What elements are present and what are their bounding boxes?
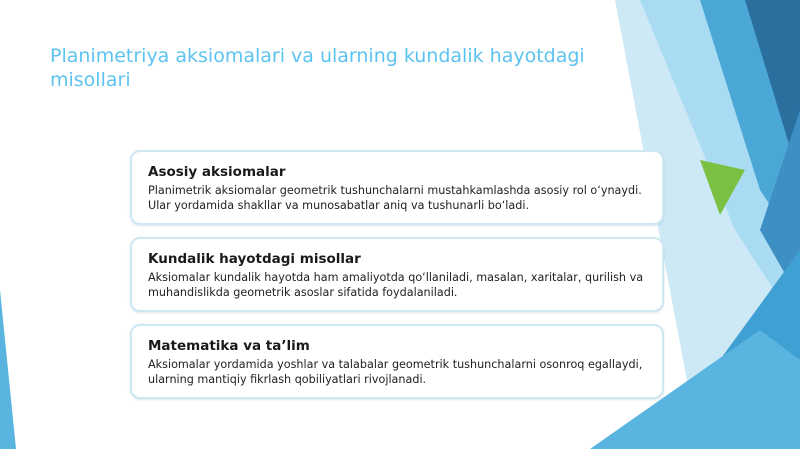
- card-text: Planimetrik aksiomalar geometrik tushunchalarni mustahkamlashda asosiy rol o‘ynaydi. Ular yordamida shakllar va munosabatlar aniq va tushunarli bo‘ladi.: [148, 184, 642, 212]
- card-heading: Kundalik hayotdagi misollar: [148, 251, 361, 267]
- card-heading: Asosiy aksiomalar: [148, 164, 286, 180]
- left-edge-shape: [0, 290, 16, 449]
- card-main-axioms: [130, 150, 664, 225]
- card-math-education: [130, 324, 664, 399]
- card-heading: Matematika va ta’lim: [148, 338, 310, 354]
- card-text: Aksiomalar kundalik hayotda ham amaliyotda qo‘llaniladi, masalan, xaritalar, qurilish va muhandislikda geometrik asoslar sifatida foydalaniladi.: [148, 271, 644, 299]
- slide-title: Planimetriya aksiomalari va ularning kundalik hayotdagi misollari: [50, 45, 585, 91]
- card-daily-examples: [130, 237, 664, 312]
- card-text: Aksiomalar yordamida yoshlar va talabalar geometrik tushunchalarni osonroq egallaydi, ularning mantiqiy fikrlash qobiliyatlari rivojlanadi.: [148, 358, 643, 386]
